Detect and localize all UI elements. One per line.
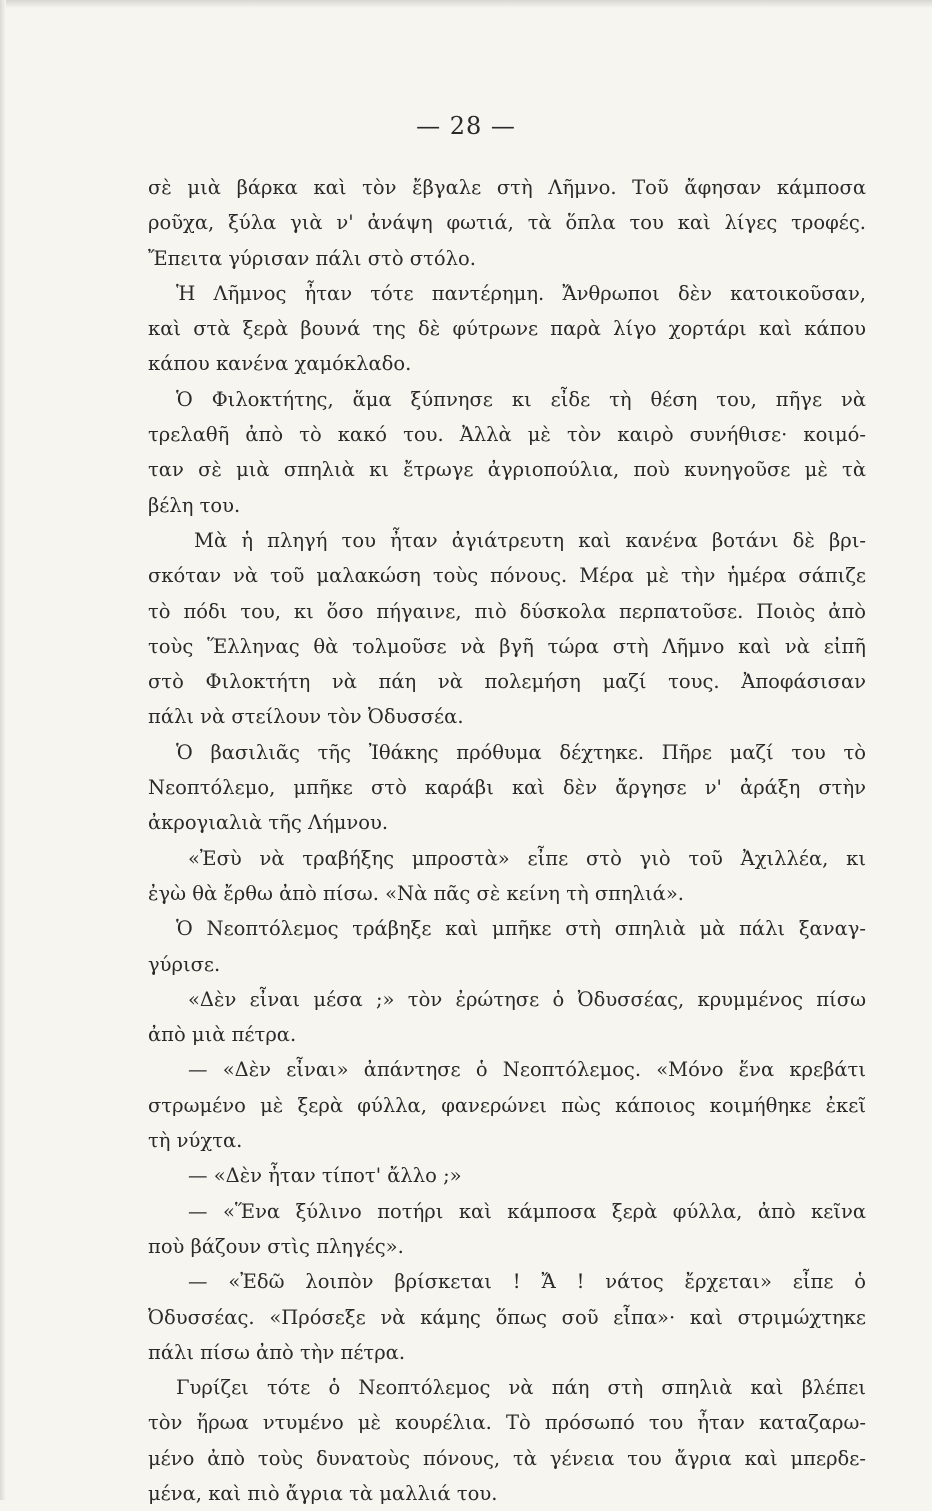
text-line: μένο ἀπὸ τοὺς δυνατοὺς πόνους, τὰ γένεια του ἄγρια καὶ μπερδε- [148, 1446, 866, 1470]
text-line: ποὺ βάζουν στὶς πληγές». [148, 1234, 404, 1258]
text-line: τὸ πόδι του, κι ὅσο πήγαινε, πιὸ δύσκολα περπατοῦσε. Ποιὸς ἀπὸ [148, 599, 866, 623]
text-line: μένα, καὶ πιὸ ἄγρια τὰ μαλλιά του. [148, 1481, 498, 1505]
text-line: ἐγὼ θὰ ἔρθω ἀπὸ πίσω. «Νὰ πᾶς σὲ κείνη τὴ σπηλιά». [148, 881, 684, 905]
text-line: τοὺς Ἕλληνας θὰ τολμοῦσε νὰ βγῆ τώρα στὴ Λῆμνο καὶ νὰ εἰπῆ [148, 634, 866, 658]
page-edge-left [0, 0, 6, 1500]
text-line: Μὰ ἡ πληγή του ἦταν ἀγιάτρευτη καὶ κανένα βοτάνι δὲ βρι- [194, 528, 866, 552]
text-line: στρωμένο μὲ ξερὰ φύλλα, φανερώνει πὼς κάποιος κοιμήθηκε ἐκεῖ [148, 1093, 866, 1117]
text-line: Ὁ Φιλοκτήτης, ἅμα ξύπνησε κι εἶδε τὴ θέση του, πῆγε νὰ [176, 387, 866, 411]
text-line: κάπου κανένα χαμόκλαδο. [148, 352, 412, 376]
text-line: καὶ στὰ ξερὰ βουνά της δὲ φύτρωνε παρὰ λίγο χορτάρι καὶ κάπου [148, 317, 866, 341]
text-line: «Ἐσὺ νὰ τραβήξης μπροστὰ» εἶπε στὸ γιὸ τοῦ Ἀχιλλέα, κι [188, 846, 866, 870]
text-line: Ἡ Λῆμνος ἦταν τότε παντέρημη. Ἄνθρωποι δὲν κατοικοῦσαν, [176, 281, 866, 305]
text-line: βέλη του. [148, 493, 241, 517]
text-line: πάλι πίσω ἀπὸ τὴν πέτρα. [148, 1340, 406, 1364]
text-line: — «Ἕνα ξύλινο ποτήρι καὶ κάμποσα ξερὰ φύλλα, ἀπὸ κεῖνα [188, 1199, 866, 1223]
text-line: Ἔπειτα γύρισαν πάλι στὸ στόλο. [148, 246, 476, 270]
text-line: ἀπὸ μιὰ πέτρα. [148, 1023, 297, 1047]
text-line: γύρισε. [148, 952, 221, 976]
text-line: στὸ Φιλοκτήτη νὰ πάη νὰ πολεμήση μαζί τους. Ἀποφάσισαν [148, 670, 866, 694]
text-line: — «Δὲν εἶναι» ἀπάντησε ὁ Νεοπτόλεμος. «Μόνο ἕνα κρεβάτι [188, 1058, 866, 1082]
text-line: πάλι νὰ στείλουν τὸν Ὀδυσσέα. [148, 705, 464, 729]
text-line: ταν σὲ μιὰ σπηλιὰ κι ἔτρωγε ἀγριοπούλια, ποὺ κυνηγοῦσε μὲ τὰ [148, 458, 866, 482]
body-text [148, 170, 866, 1511]
text-line: τὸν ἥρωα ντυμένο μὲ κουρέλια. Τὸ πρόσωπό του ἦταν καταζαρω- [148, 1411, 866, 1435]
text-line: — «Δὲν ἦταν τίποτ' ἄλλο ;» [188, 1164, 462, 1188]
text-line: «Δὲν εἶναι μέσα ;» τὸν ἐρώτησε ὁ Ὀδυσσέας, κρυμμένος πίσω [188, 987, 866, 1011]
text-line: σκόταν νὰ τοῦ μαλακώση τοὺς πόνους. Μέρα μὲ τὴν ἡμέρα σάπιζε [148, 564, 866, 588]
text-line: ροῦχα, ξύλα γιὰ ν' ἀνάψη φωτιά, τὰ ὅπλα του καὶ λίγες τροφές. [148, 211, 866, 235]
text-line: Ὁ βασιλιᾶς τῆς Ἰθάκης πρόθυμα δέχτηκε. Πῆρε μαζί του τὸ [176, 740, 866, 764]
text-line: τὴ νύχτα. [148, 1129, 243, 1153]
text-line: σὲ μιὰ βάρκα καὶ τὸν ἔβγαλε στὴ Λῆμνο. Τοῦ ἄφησαν κάμποσα [148, 176, 866, 199]
page-number: — 28 — [416, 112, 516, 140]
text-line: Νεοπτόλεμο, μπῆκε στὸ καράβι καὶ δὲν ἄργησε ν' ἀράξη στὴν [148, 776, 866, 800]
text-line: — «Ἐδῶ λοιπὸν βρίσκεται ! Ἄ ! νάτος ἔρχεται» εἶπε ὁ [188, 1270, 866, 1294]
text-line: Ὀδυσσέας. «Πρόσεξε νὰ κάμης ὅπως σοῦ εἶπα»· καὶ στριμώχτηκε [148, 1305, 866, 1329]
text-line: τρελαθῆ ἀπὸ τὸ κακό του. Ἀλλὰ μὲ τὸν καιρὸ συνήθισε· κοιμό- [148, 423, 866, 447]
text-line: Ὁ Νεοπτόλεμος τράβηξε καὶ μπῆκε στὴ σπηλιὰ μὰ πάλι ξαναγ- [176, 917, 866, 941]
page-edge [0, 0, 932, 8]
text-line: Γυρίζει τότε ὁ Νεοπτόλεμος νὰ πάη στὴ σπηλιὰ καὶ βλέπει [176, 1376, 866, 1400]
text-line: ἀκρογιαλιὰ τῆς Λήμνου. [148, 811, 389, 835]
